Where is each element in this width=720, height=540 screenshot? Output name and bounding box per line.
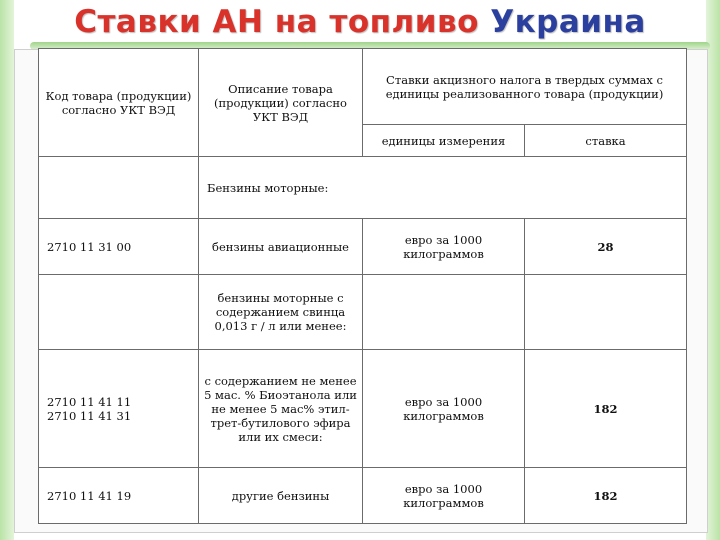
header-code: Код товара (продукции) согласно УКТ ВЭД: [39, 49, 199, 157]
row-code-line: 2710 11 41 31: [47, 408, 132, 423]
row-unit-empty: [363, 275, 525, 350]
table-row: [39, 219, 687, 275]
row-code: 2710 11 41 19: [39, 468, 199, 524]
table-row: [39, 350, 687, 468]
header-rates-group: Ставки акцизного налога в твердых суммах с единицы реализованного товара (продукции): [363, 49, 687, 125]
section-title: Бензины моторные:: [199, 157, 687, 219]
row-code: [39, 350, 199, 468]
row-description: другие бензины: [199, 468, 363, 524]
table-row: [39, 468, 687, 524]
section-empty-cell: [39, 157, 199, 219]
header-unit: единицы измерения: [363, 125, 525, 157]
table-row: [39, 275, 687, 350]
row-rate: 28: [525, 219, 687, 275]
row-description: бензины авиационные: [199, 219, 363, 275]
row-rate: 182: [525, 468, 687, 524]
decorative-right-stripe: [706, 0, 720, 540]
row-unit: евро за 1000 килограммов: [363, 350, 525, 468]
row-code-line: 2710 11 41 11: [47, 394, 132, 409]
row-rate: 182: [525, 350, 687, 468]
row-code-empty: [39, 275, 199, 350]
slide-title-main: Ставки АН на топливо: [74, 4, 491, 40]
header-rate: ставка: [525, 125, 687, 157]
row-rate-empty: [525, 275, 687, 350]
section-row: [39, 157, 687, 219]
header-row: [39, 49, 687, 125]
row-unit: евро за 1000 килограммов: [363, 468, 525, 524]
decorative-left-stripe: [0, 0, 14, 540]
slide-title-highlight: Украина: [490, 4, 646, 40]
slide-title: [0, 4, 720, 40]
row-unit: евро за 1000 килограммов: [363, 219, 525, 275]
excise-rates-table: [38, 48, 687, 524]
row-description: с содержанием не менее 5 мас. % Биоэтанола или не менее 5 мас% этил-трет-бутилового эфира или их смеси:: [199, 350, 363, 468]
row-description: бензины моторные с содержанием свинца 0,013 г / л или менее:: [199, 275, 363, 350]
row-code: 2710 11 31 00: [39, 219, 199, 275]
header-description: Описание товара (продукции) согласно УКТ ВЭД: [199, 49, 363, 157]
